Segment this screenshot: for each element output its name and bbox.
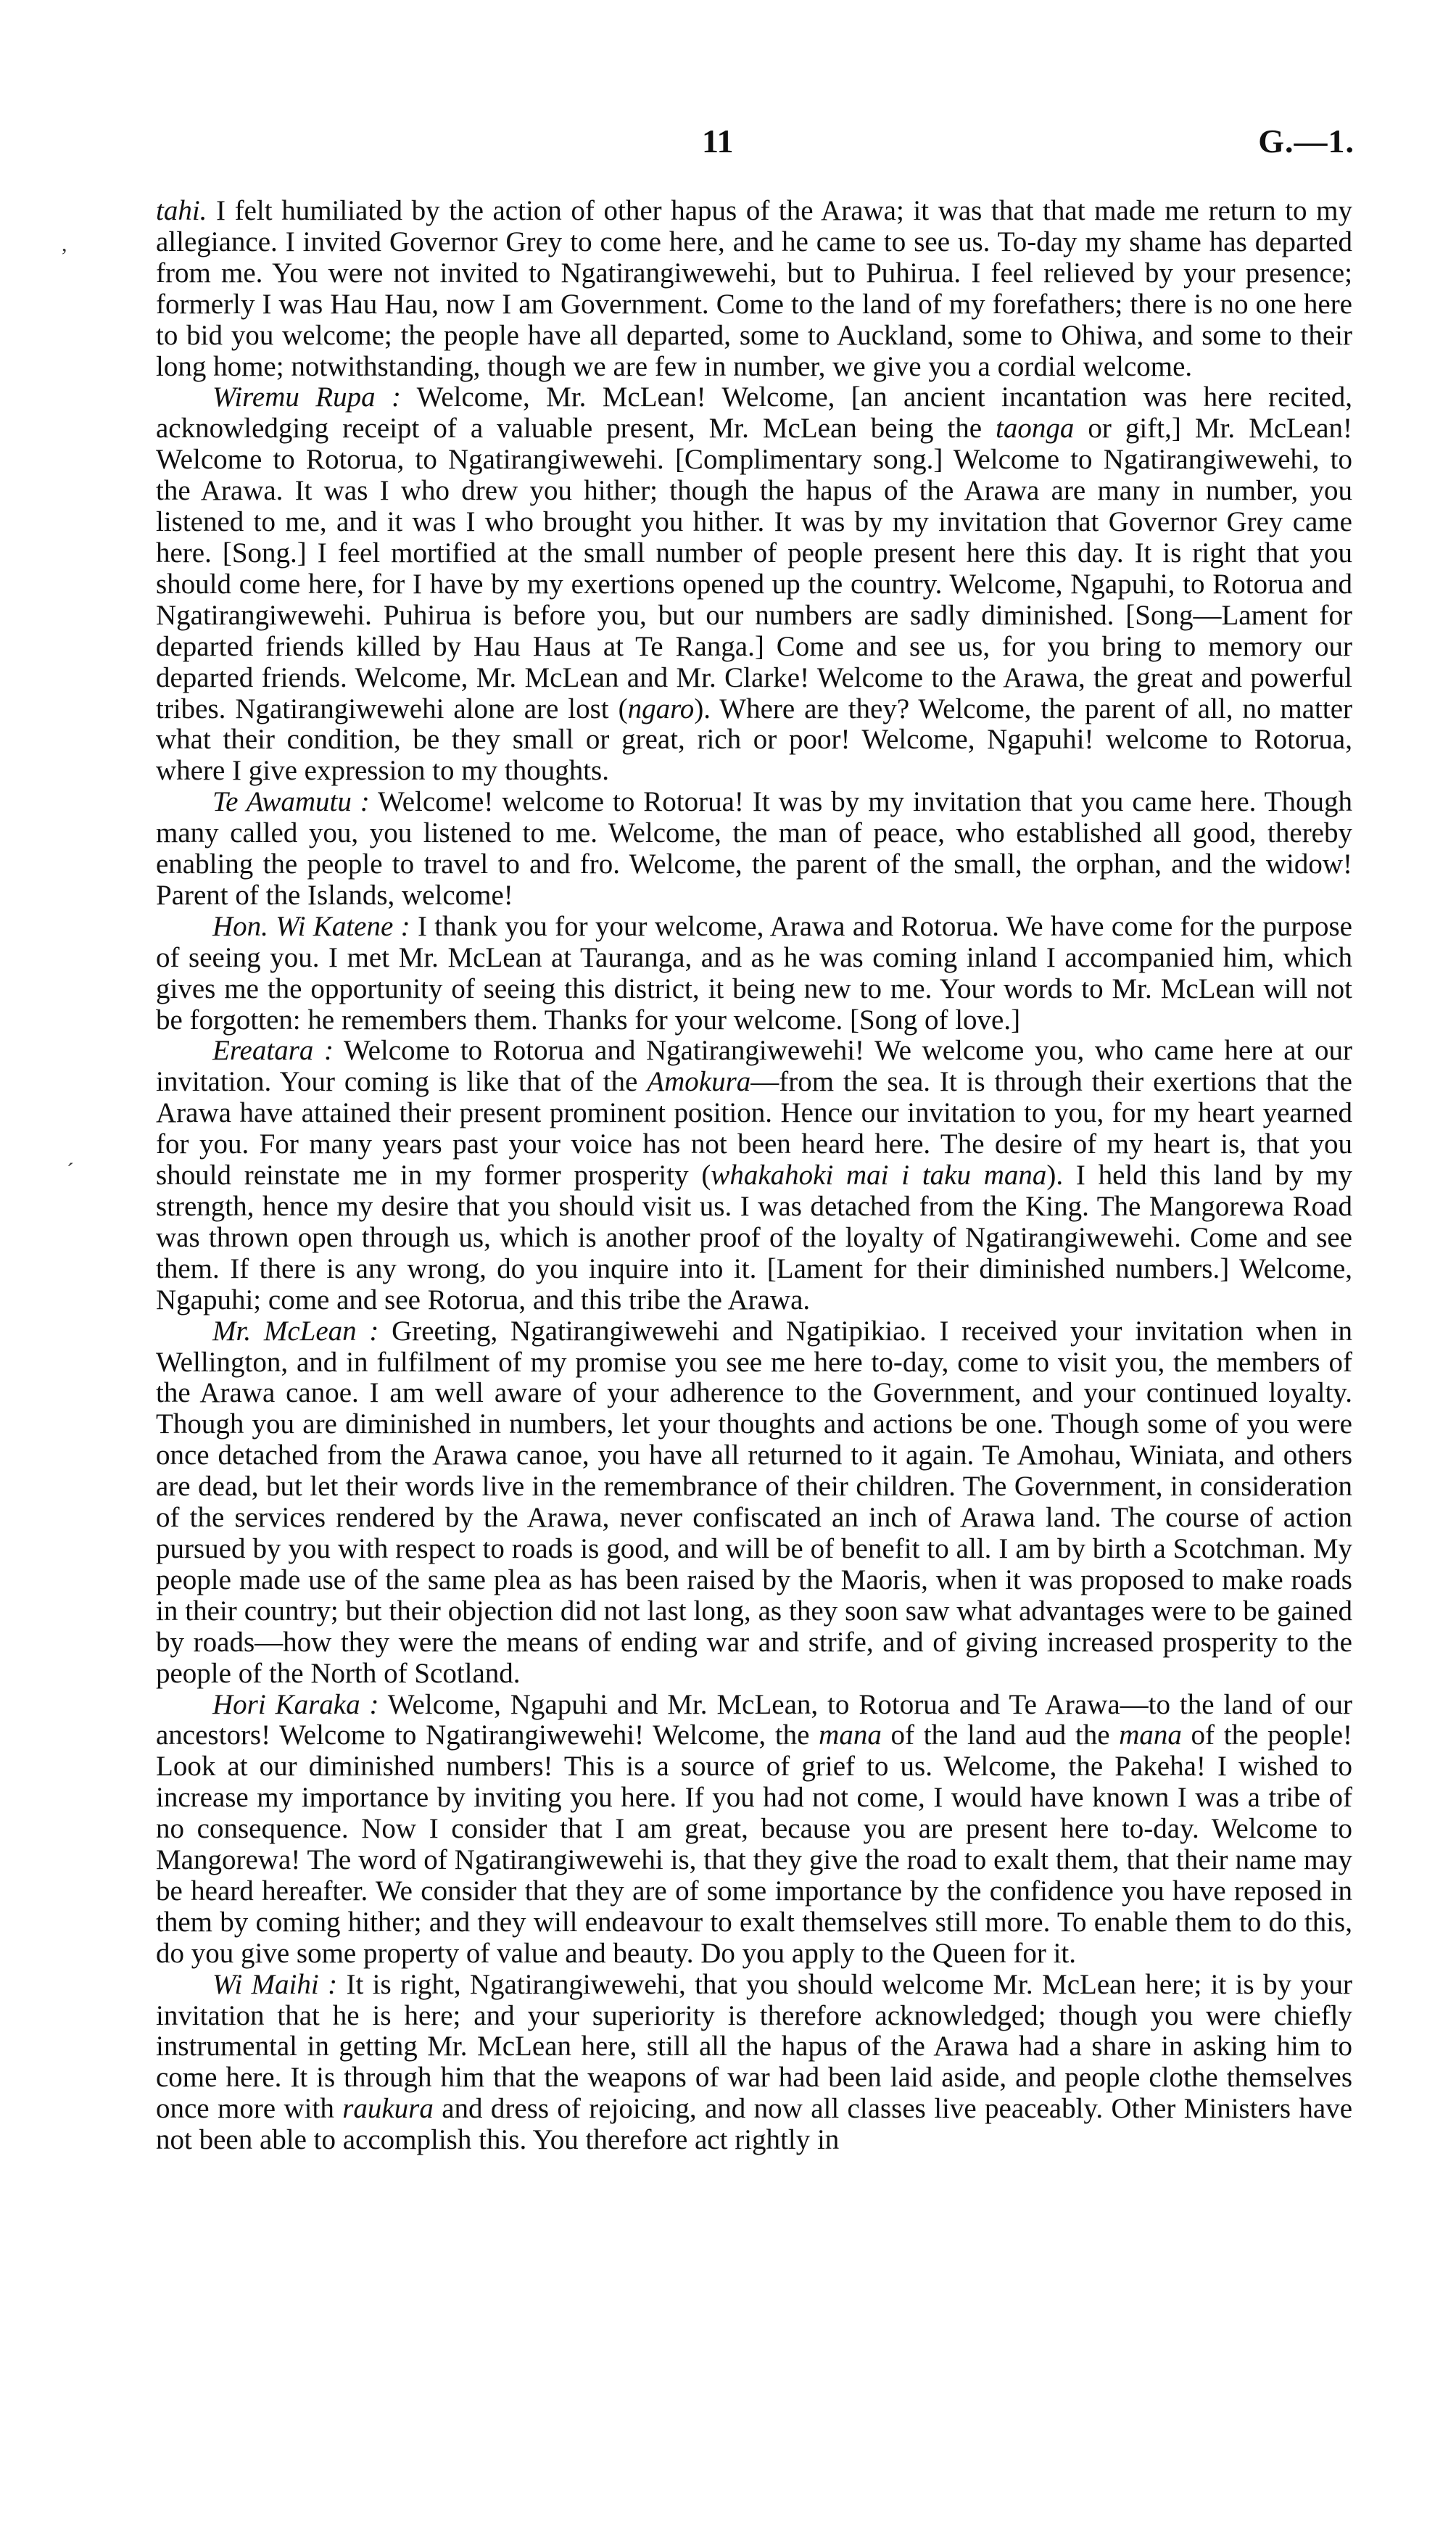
italic-term: whakahoki mai i taku mana — [711, 1160, 1047, 1192]
text-run: Welcome, Ngapuhi and Mr. McLean, to Rotorua and Te Arawa—to the land of our ancestors! Welcome to Ngatirangiwewehi! Welcome, the — [156, 1688, 1352, 1751]
text-run: I felt humiliated by the action of other hapus of the Arawa; it was that that made me return to my allegiance. I invited Governor Grey to come here, and he came to see us. To-day my shame has departed from me. You were not invited to Ngatirangiwewehi, but to Puhirua. I feel relieved by your presence; formerly I was Hau Hau, now I am Government. Come to the land of my forefathers; there is no one here to bid you welcome; the people have all departed, some to Auckland, some to Ohiwa, and some to their long home; notwithstanding, though we are few in number, we give you a cordial welcome. — [156, 195, 1352, 382]
paragraph — [156, 787, 1352, 912]
paragraph — [156, 912, 1352, 1036]
paragraph — [156, 1970, 1352, 2156]
speaker-name: Wi Maihi : — [212, 1968, 338, 2000]
speaker-name: Te Awamutu : — [212, 786, 370, 818]
italic-term: Amokura — [647, 1066, 751, 1098]
italic-term: tahi. — [156, 195, 207, 226]
body-text — [156, 196, 1352, 2156]
paragraph — [156, 196, 1352, 382]
italic-term: raukura — [342, 2093, 434, 2125]
document-reference: G.—1. — [1258, 123, 1354, 160]
speaker-name: Mr. McLean : — [212, 1315, 379, 1347]
speaker-name: Hon. Wi Katene : — [212, 910, 410, 942]
margin-mark: , — [62, 232, 67, 256]
text-run: Welcome to Rotorua and Ngatirangiwewehi! We welcome you, who came here at our invitation. Your coming is like that of the — [156, 1035, 1352, 1098]
text-run: Welcome! welcome to Rotorua! It was by my invitation that you came here. Though many called you, you listened to me. Welcome, the man of peace, who established all good, thereby enabling the people to travel to and fro. Welcome, the parent of the small, the orphan, and the widow! Parent of the Islands, welcome! — [156, 786, 1352, 911]
text-run: Greeting, Ngatirangiwewehi and Ngatipikiao. I received your invitation when in Wellington, and in fulfilment of my promise you see me here to-day, come to visit you, the members of the Arawa canoe. I am well aware of your adherence to the Government, and your continued loyalty. Though you are diminished in numbers, let your thoughts and actions be one. Though some of you were once detached from the Arawa canoe, you have all returned to it again. Te Amohau, Winiata, and others are dead, but let their words live in the remembrance of their children. The Government, in consideration of the services rendered by the Arawa, never confiscated an inch of Arawa land. The course of action pursued by you with respect to roads is good, and will be of benefit to all. I am by birth a Scotchman. My people made use of the same plea as has been raised by the Maoris, when it was proposed to make roads in their country; but their objection did not last long, as they soon saw what advantages were to be gained by roads—how they were the means of ending war and strife, and of giving increased prosperity to the people of the North of Scotland. — [156, 1315, 1352, 1689]
page-number: 11 — [702, 123, 734, 160]
paragraph — [156, 1036, 1352, 1316]
italic-term: ngaro — [627, 693, 695, 724]
text-run: —from the sea. It is through their exertions that the Arawa have attained their present prominent position. Hence our invitation to you, for my heart yearned for you. For many years past your voice has not been heard here. The desire of my heart is, that you should reinstate me in my former prosperity ( — [156, 1066, 1352, 1192]
text-run: I thank you for your welcome, Arawa and Rotorua. We have come for the purpose of seeing you. I met Mr. McLean at Tauranga, and as he was coming inland I accompanied him, which gives me the opportunity of seeing this district, it being new to me. Your words to Mr. McLean will not be forgotten: he remembers them. Thanks for your welcome. [Song of love.] — [156, 910, 1352, 1036]
text-run: ). Where are they? Welcome, the parent of all, no matter what their condition, be they small or great, rich or poor! Welcome, Ngapuhi! welcome to Rotorua, where I give expression to my thoughts. — [156, 693, 1352, 787]
text-run: of the people! Look at our diminished numbers! This is a source of grief to us. Welcome, the Pakeha! I wished to increase my importance by inviting you here. If you had not come, I would have known I was a tribe of no consequence. Now I consider that I am great, because you are present here to-day. Welcome to Mangorewa! The word of Ngatirangiwewehi is, that they give the road to exalt them, that their name may be heard hereafter. We consider that they are of some importance by the confidence you have reposed in them by coming hither; and they will endeavour to exalt themselves still more. To enable them to do this, do you give some property of value and beauty. Do you apply to the Queen for it. — [156, 1719, 1353, 1969]
paragraph — [156, 382, 1352, 787]
italic-term: mana — [1119, 1719, 1182, 1751]
margin-mark: ´ — [67, 1159, 74, 1183]
italic-term: mana — [819, 1719, 882, 1751]
text-run: or gift,] Mr. McLean! Welcome to Rotorua, to Ngatirangiwewehi. [Complimentary song.] Welcome to Ngatirangiwewehi, to the Arawa. It was I who drew you hither; though the hapus of the Arawa are many in number, you listened to me, and it was I who brought you hither. It was by my invitation that Governor Grey came here. [Song.] I feel mortified at the small number of people present here this day. It is right that you should come here, for I have by my exertions opened up the country. Welcome, Ngapuhi, to Rotorua and Ngatirangiwewehi. Puhirua is before you, but our numbers are sadly diminished. [Song—Lament for departed friends killed by Hau Haus at Te Ranga.] Come and see us, for you bring to memory our departed friends. Welcome, Mr. McLean and Mr. Clarke! Welcome to the Arawa, the great and powerful tribes. Ngatirangiwewehi alone are lost ( — [156, 413, 1352, 724]
text-run: and dress of rejoicing, and now all classes live peaceably. Other Ministers have not been able to accomplish this. You therefore act rightly in — [156, 2093, 1352, 2156]
speaker-name: Ereatara : — [212, 1035, 334, 1067]
text-run: of the land aud the — [881, 1719, 1120, 1751]
text-run: It is right, Ngatirangiwewehi, that you should welcome Mr. McLean here; it is by your invitation that he is here; and your superiority is therefore acknowledged; though you were chiefly instrumental in getting Mr. McLean here, still all the hapus of the Arawa had a share in asking him to come here. It is through him that the weapons of war had been laid aside, and people clothe themselves once more with — [156, 1968, 1352, 2125]
paragraph — [156, 1690, 1352, 1970]
speaker-name: Hori Karaka : — [212, 1688, 379, 1720]
text-run: Welcome, Mr. McLean! Welcome, [an ancient incantation was here recited, acknowledging receipt of a valuable present, Mr. McLean being the — [156, 381, 1352, 445]
paragraph — [156, 1316, 1352, 1690]
italic-term: taonga — [996, 413, 1075, 445]
speaker-name: Wiremu Rupa : — [212, 381, 401, 413]
page-header — [0, 122, 1456, 165]
text-run: ). I held this land by my strength, hence my desire that you should visit us. I was detached from the King. The Mangorewa Road was thrown open through us, which is another proof of the loyalty of Ngatirangiwewehi. Come and see them. If there is any wrong, do you inquire into it. [Lament for their diminished numbers.] Welcome, Ngapuhi; come and see Rotorua, and this tribe the Arawa. — [156, 1160, 1352, 1316]
